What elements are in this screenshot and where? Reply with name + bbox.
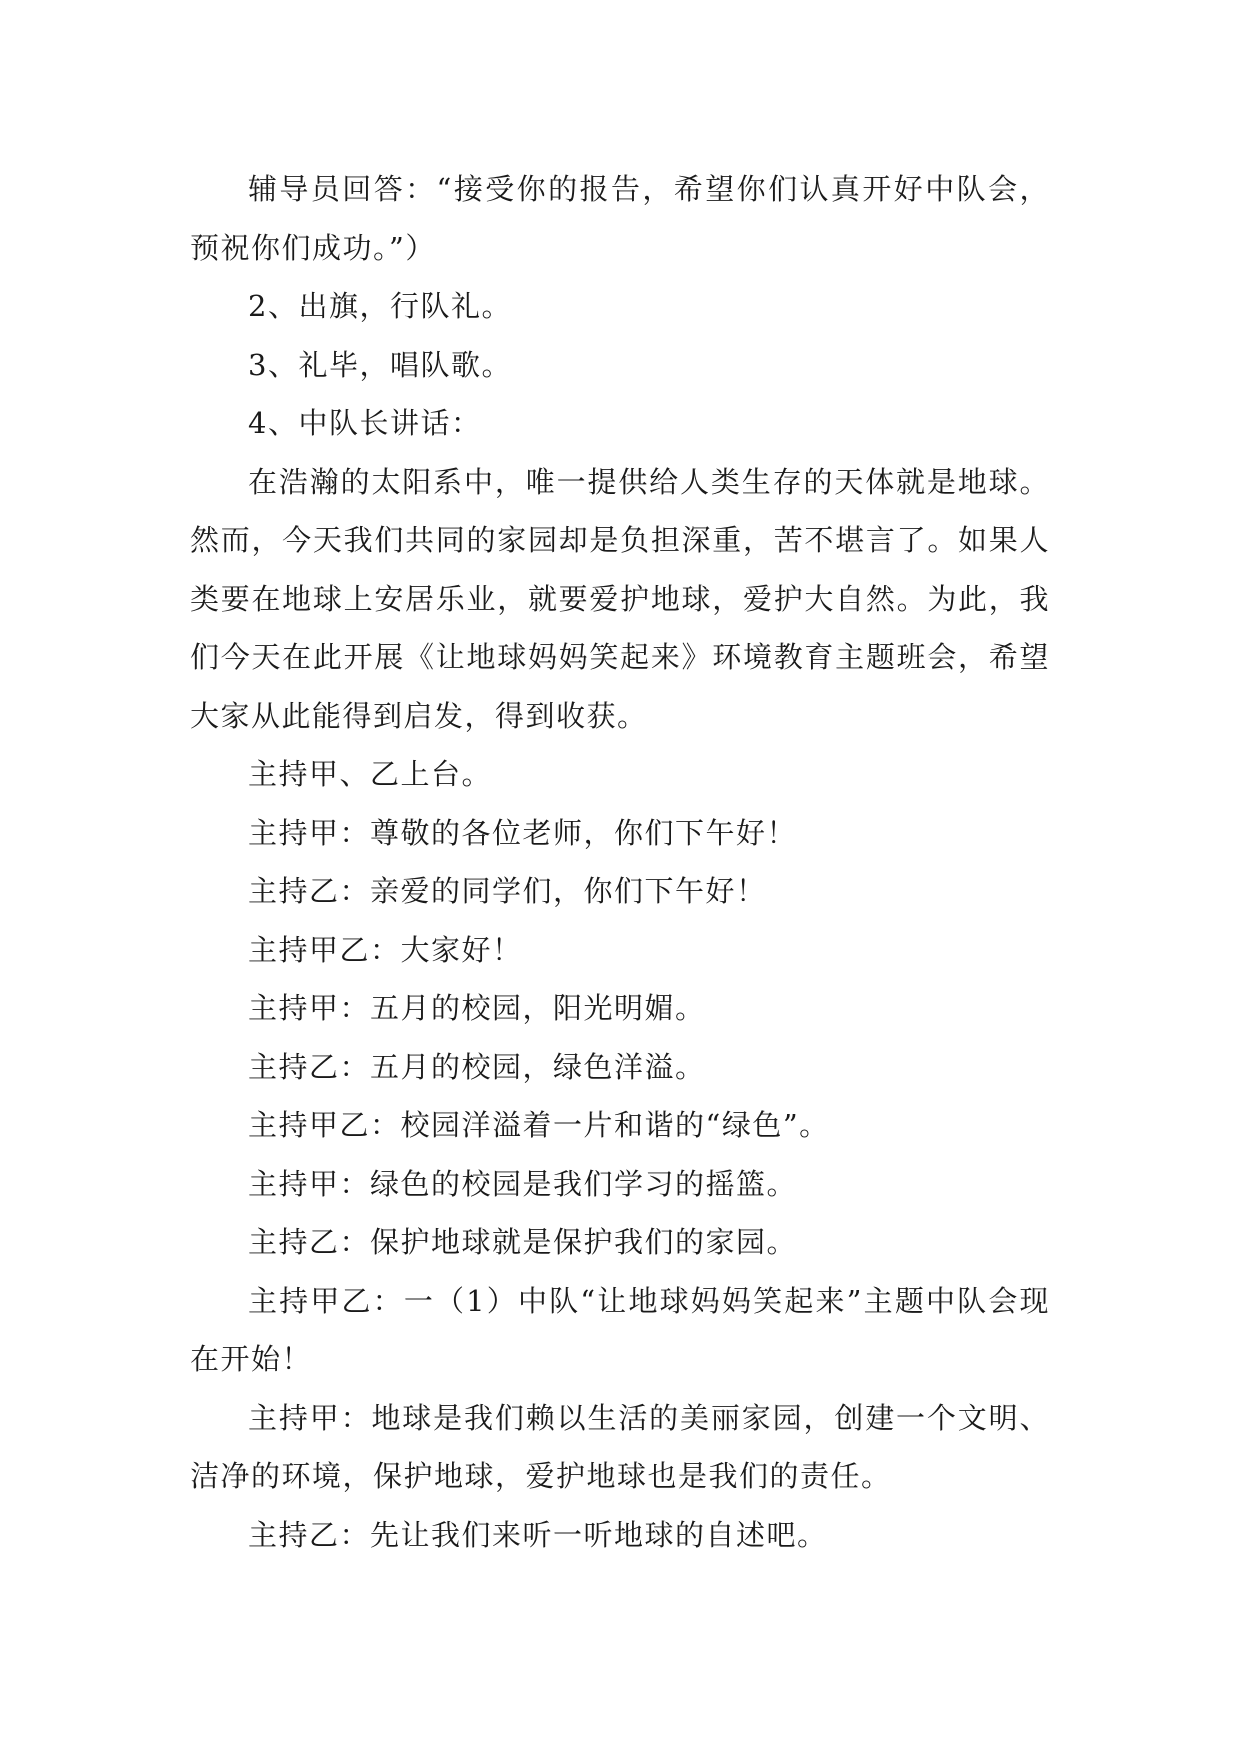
paragraph: 在浩瀚的太阳系中，唯一提供给人类生存的天体就是地球。然而，今天我们共同的家园却是负担深重，苦不堪言了。如果人类要在地球上安居乐业，就要爱护地球，爱护大自然。为此，我们今天在此开展《让地球妈妈笑起来》环境教育主题班会，希望大家从此能得到启发，得到收获。: [190, 464, 1050, 733]
paragraph: 主持乙：保护地球就是保护我们的家园。: [248, 1225, 798, 1259]
paragraph: 2、出旗，行队礼。: [248, 289, 512, 323]
paragraph: 主持甲：五月的校园，阳光明媚。: [248, 991, 706, 1025]
paragraph: 4、中队长讲话：: [248, 406, 482, 440]
paragraph: 3、礼毕，唱队歌。: [248, 347, 512, 382]
paragraph: 主持甲：绿色的校园是我们学习的摇篮。: [248, 1166, 798, 1201]
paragraph: 主持乙：五月的校园，绿色洋溢。: [248, 1049, 706, 1084]
paragraph: 主持乙：亲爱的同学们，你们下午好！: [248, 874, 767, 908]
paragraph: 主持甲：尊敬的各位老师，你们下午好！: [248, 815, 798, 850]
paragraph: 主持甲乙：校园洋溢着一片和谐的“绿色”。: [248, 1108, 830, 1142]
paragraph: 主持甲、乙上台。: [248, 757, 493, 791]
paragraph: 主持甲乙：一（1）中队“让地球妈妈笑起来”主题中队会现在开始！: [190, 1283, 1050, 1376]
paragraph: 辅导员回答：“接受你的报告，希望你们认真开好中队会，预祝你们成功。”）: [190, 172, 1050, 265]
document-page: [190, 160, 1050, 1564]
paragraph: 主持甲：地球是我们赖以生活的美丽家园，创建一个文明、洁净的环境，保护地球，爱护地球也是我们的责任。: [190, 1400, 1050, 1493]
paragraph: 主持甲乙：大家好！: [248, 932, 523, 967]
paragraph: 主持乙：先让我们来听一听地球的自述吧。: [248, 1517, 828, 1552]
